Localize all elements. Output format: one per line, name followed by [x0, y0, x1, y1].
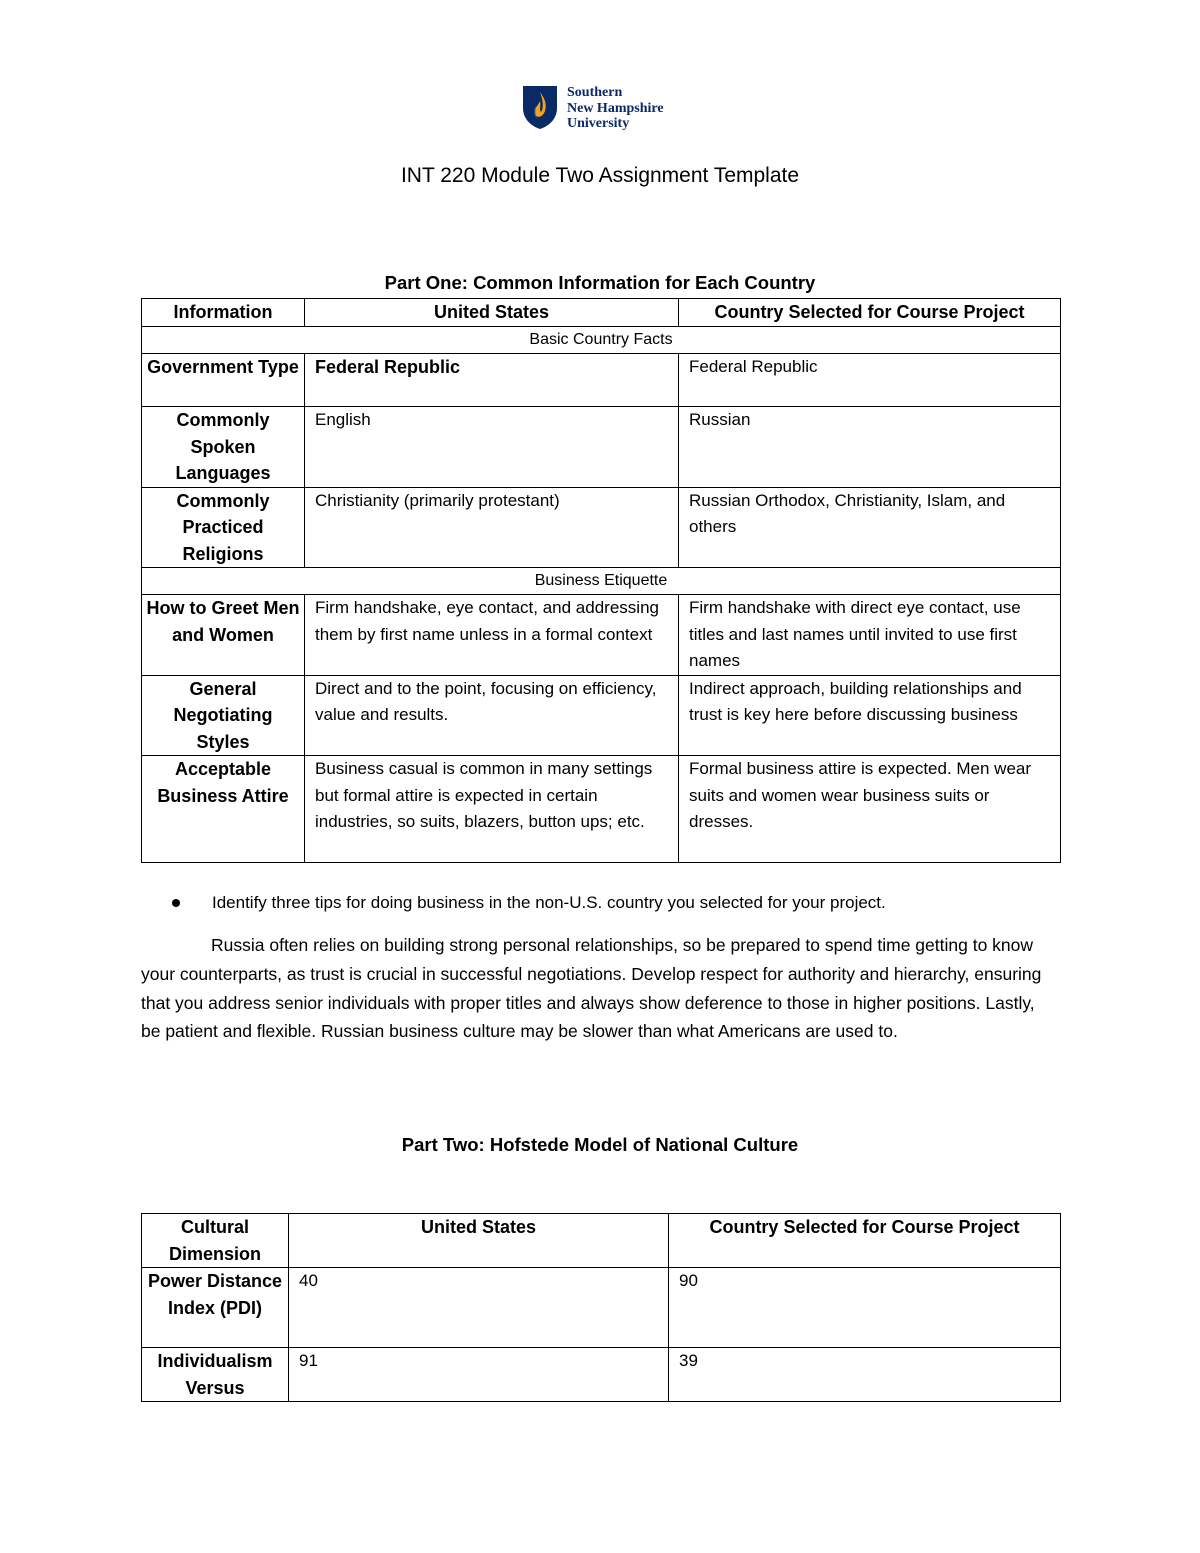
country-religions: Russian Orthodox, Christianity, Islam, and others	[679, 487, 1061, 568]
tips-paragraph	[141, 931, 1056, 1046]
table-row	[142, 675, 1061, 756]
us-greeting: Firm handshake, eye contact, and addressing them by first name unless in a formal context	[305, 595, 679, 676]
country-negotiating: Indirect approach, building relationships and trust is key here before discussing business	[679, 675, 1061, 756]
section-row-business-etiquette	[142, 568, 1061, 595]
header-cultural-dimension: Cultural Dimension	[142, 1214, 289, 1268]
table-row	[142, 1268, 1061, 1348]
us-attire: Business casual is common in many settings but formal attire is expected in certain industries, so suits, blazers, button ups; etc.	[305, 756, 679, 863]
table-row	[142, 407, 1061, 488]
row-label-power-distance: Power Distance Index (PDI)	[142, 1268, 289, 1348]
section-label-business-etiquette: Business Etiquette	[142, 568, 1061, 595]
table-header-row	[142, 299, 1061, 327]
header-selected-country: Country Selected for Course Project	[669, 1214, 1061, 1268]
us-power-distance: 40	[289, 1268, 669, 1348]
country-power-distance: 90	[669, 1268, 1061, 1348]
row-label-greeting: How to Greet Men and Women	[142, 595, 305, 676]
row-label-individualism: Individualism Versus	[142, 1348, 289, 1402]
part-two-heading: Part Two: Hofstede Model of National Culture	[401, 1134, 799, 1155]
header-united-states: United States	[305, 299, 679, 327]
row-label-government-type: Government Type	[142, 354, 305, 407]
row-label-languages: Commonly Spoken Languages	[142, 407, 305, 488]
part-two-table	[141, 1213, 1061, 1402]
header-united-states: United States	[289, 1214, 669, 1268]
flame-shield-icon	[521, 84, 559, 130]
bullet-item	[172, 889, 886, 916]
university-logo	[521, 84, 664, 132]
logo-text	[567, 85, 664, 132]
part-one-table	[141, 298, 1061, 863]
country-attire: Formal business attire is expected. Men wear suits and women wear business suits or dresses.	[679, 756, 1061, 863]
logo-line-1: Southern	[567, 85, 623, 100]
us-negotiating: Direct and to the point, focusing on efficiency, value and results.	[305, 675, 679, 756]
country-individualism: 39	[669, 1348, 1061, 1402]
bullet-text: Identify three tips for doing business in the non-U.S. country you selected for your project.	[212, 893, 886, 912]
header-selected-country: Country Selected for Course Project	[679, 299, 1061, 327]
table-row	[142, 487, 1061, 568]
table-row	[142, 756, 1061, 863]
country-languages: Russian	[679, 407, 1061, 488]
us-languages: English	[305, 407, 679, 488]
section-label-basic-facts: Basic Country Facts	[142, 327, 1061, 354]
bullet-icon	[172, 899, 180, 907]
country-greeting: Firm handshake with direct eye contact, use titles and last names until invited to use first names	[679, 595, 1061, 676]
country-government-type: Federal Republic	[679, 354, 1061, 407]
table-row	[142, 1348, 1061, 1402]
row-label-religions: Commonly Practiced Religions	[142, 487, 305, 568]
row-label-negotiating: General Negotiating Styles	[142, 675, 305, 756]
us-individualism: 91	[289, 1348, 669, 1402]
row-label-attire: Acceptable Business Attire	[142, 756, 305, 863]
paragraph-text: Russia often relies on building strong personal relationships, so be prepared to spend time getting to know your counterparts, as trust is crucial in successful negotiations. Develop respect for authority and hierarchy, ensuring that you address senior individuals with proper titles and always show deference to those in higher positions. Lastly, be patient and flexible. Russian business culture may be slower than what Americans are used to.	[141, 935, 1042, 1042]
document-title: INT 220 Module Two Assignment Template	[400, 164, 800, 187]
table-row	[142, 354, 1061, 407]
part-one-heading: Part One: Common Information for Each Country	[384, 272, 816, 293]
logo-line-3: University	[567, 116, 630, 131]
header-information: Information	[142, 299, 305, 327]
us-religions: Christianity (primarily protestant)	[305, 487, 679, 568]
section-row-basic-facts	[142, 327, 1061, 354]
logo-line-2: New Hampshire	[567, 100, 664, 116]
table-row	[142, 595, 1061, 676]
us-government-type: Federal Republic	[305, 354, 679, 407]
table-header-row	[142, 1214, 1061, 1268]
